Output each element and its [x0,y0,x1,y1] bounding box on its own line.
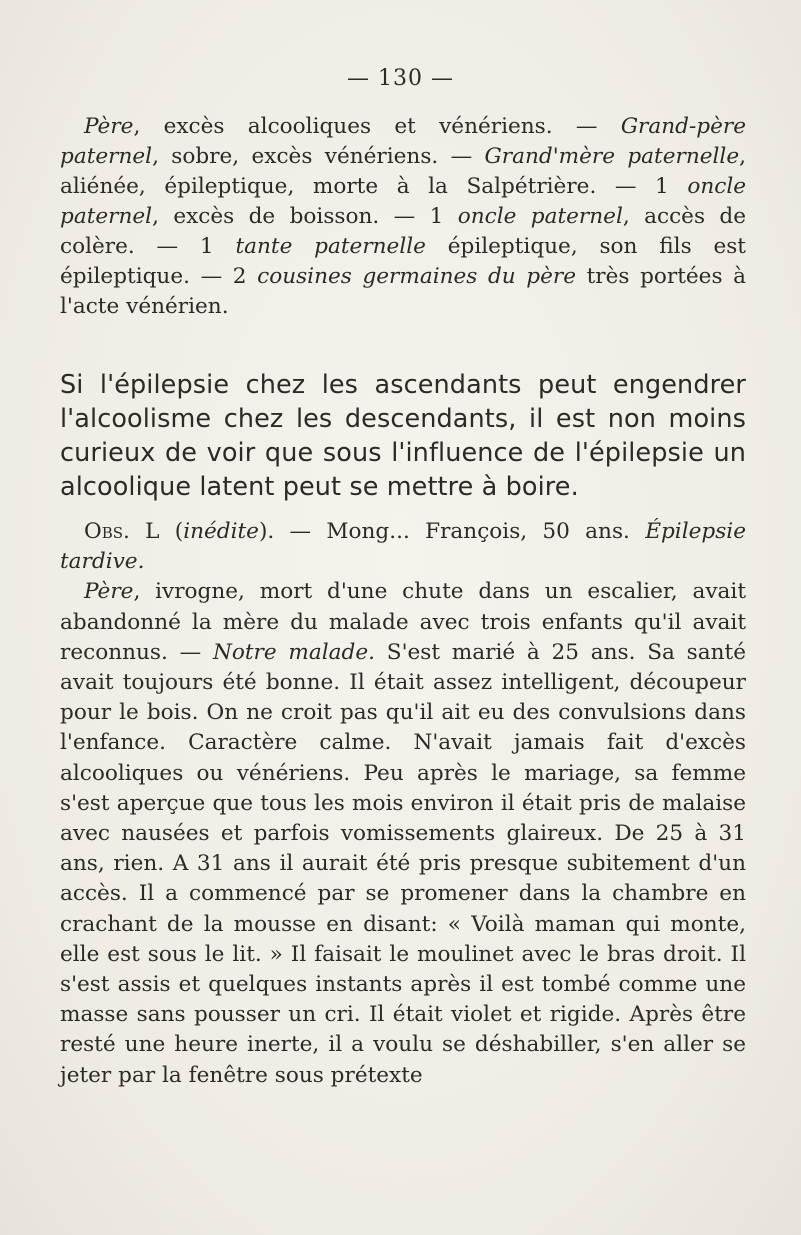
text-run: très portées à l'acte vénérien. [60,264,746,319]
text-run: ). — Mong... François, 50 ans. [258,519,646,544]
page-number-header: — 130 — [347,66,454,91]
text-run: Grand-père paternel [60,114,746,169]
text-run: inédite [183,519,259,544]
text-run: Si l'épilepsie chez les ascendants peut engendrer l'alcoolisme chez les descendants, il est non moins curieux de voir que sous l'influence de l'épilepsie un alcoolique latent peut se mettre à boire. [60,370,746,502]
text-run: , excès alcooliques et vénériens. — [133,114,621,139]
text-run: , sobre, excès vénériens. — [152,144,485,169]
text-run: tante paternelle [235,234,426,259]
text-run: Père [84,579,134,605]
text-run: Notre malade. [212,639,376,665]
text-run: ( [159,519,184,544]
case-narrative-paragraph [60,577,746,1090]
text-run: Père [84,114,134,139]
text-run: oncle paternel [60,174,746,229]
text-run: , excès de boisson. — 1 [152,204,458,229]
text-run: S'est marié à 25 ans. Sa santé avait toujours été bonne. Il était assez intelligent, découpeur pour le bois. On ne croit pas qu'il ait eu des convulsions dans l'enfance. Caractère calme. N'avait jamais fait d'excès alcooliques ou vénériens. Peu après le mariage, sa femme s'est aperçue que tous les mois environ il était pris de malaise avec nausées et parfois vomissements glaireux. De 25 à 31 ans, rien. A 31 ans il aurait été pris presque subitement d'un accès. Il a commencé par se promener dans la chambre en crachant de la mousse en disant: « Voilà maman qui monte, elle est sous le lit. » Il faisait le moulinet avec le bras droit. Il s'est assis et quelques instants après il est tombé comme une masse sans pousser un cri. Il était violet et rigide. Après être resté une heure inerte, il a voulu se déshabiller, s'en aller se jeter par la fenêtre sous prétexte [60,639,746,1088]
text-run: épileptique, son fils est épileptique. — 2 [60,234,746,289]
text-run: cousines germaines du père [257,264,577,289]
family-history-paragraph [60,112,746,322]
text-run: Épilepsie tardive. [60,519,746,575]
text-run: Grand'mère paternelle [484,144,740,169]
text-run: , ivrogne, mort d'une chute dans un escalier, avait abandonné la mère du malade avec trois enfants qu'il avait reconnus. — [60,579,746,665]
text-run: , accès de colère. — 1 [60,204,747,259]
text-run: oncle paternel [457,204,623,229]
commentary-paragraph [60,368,746,504]
observation-heading [60,517,746,577]
observation-section [60,517,746,1091]
text-run: , aliénée, épileptique, morte à la Salpétrière. — 1 [60,144,746,199]
text-run: Obs. L [84,519,160,544]
